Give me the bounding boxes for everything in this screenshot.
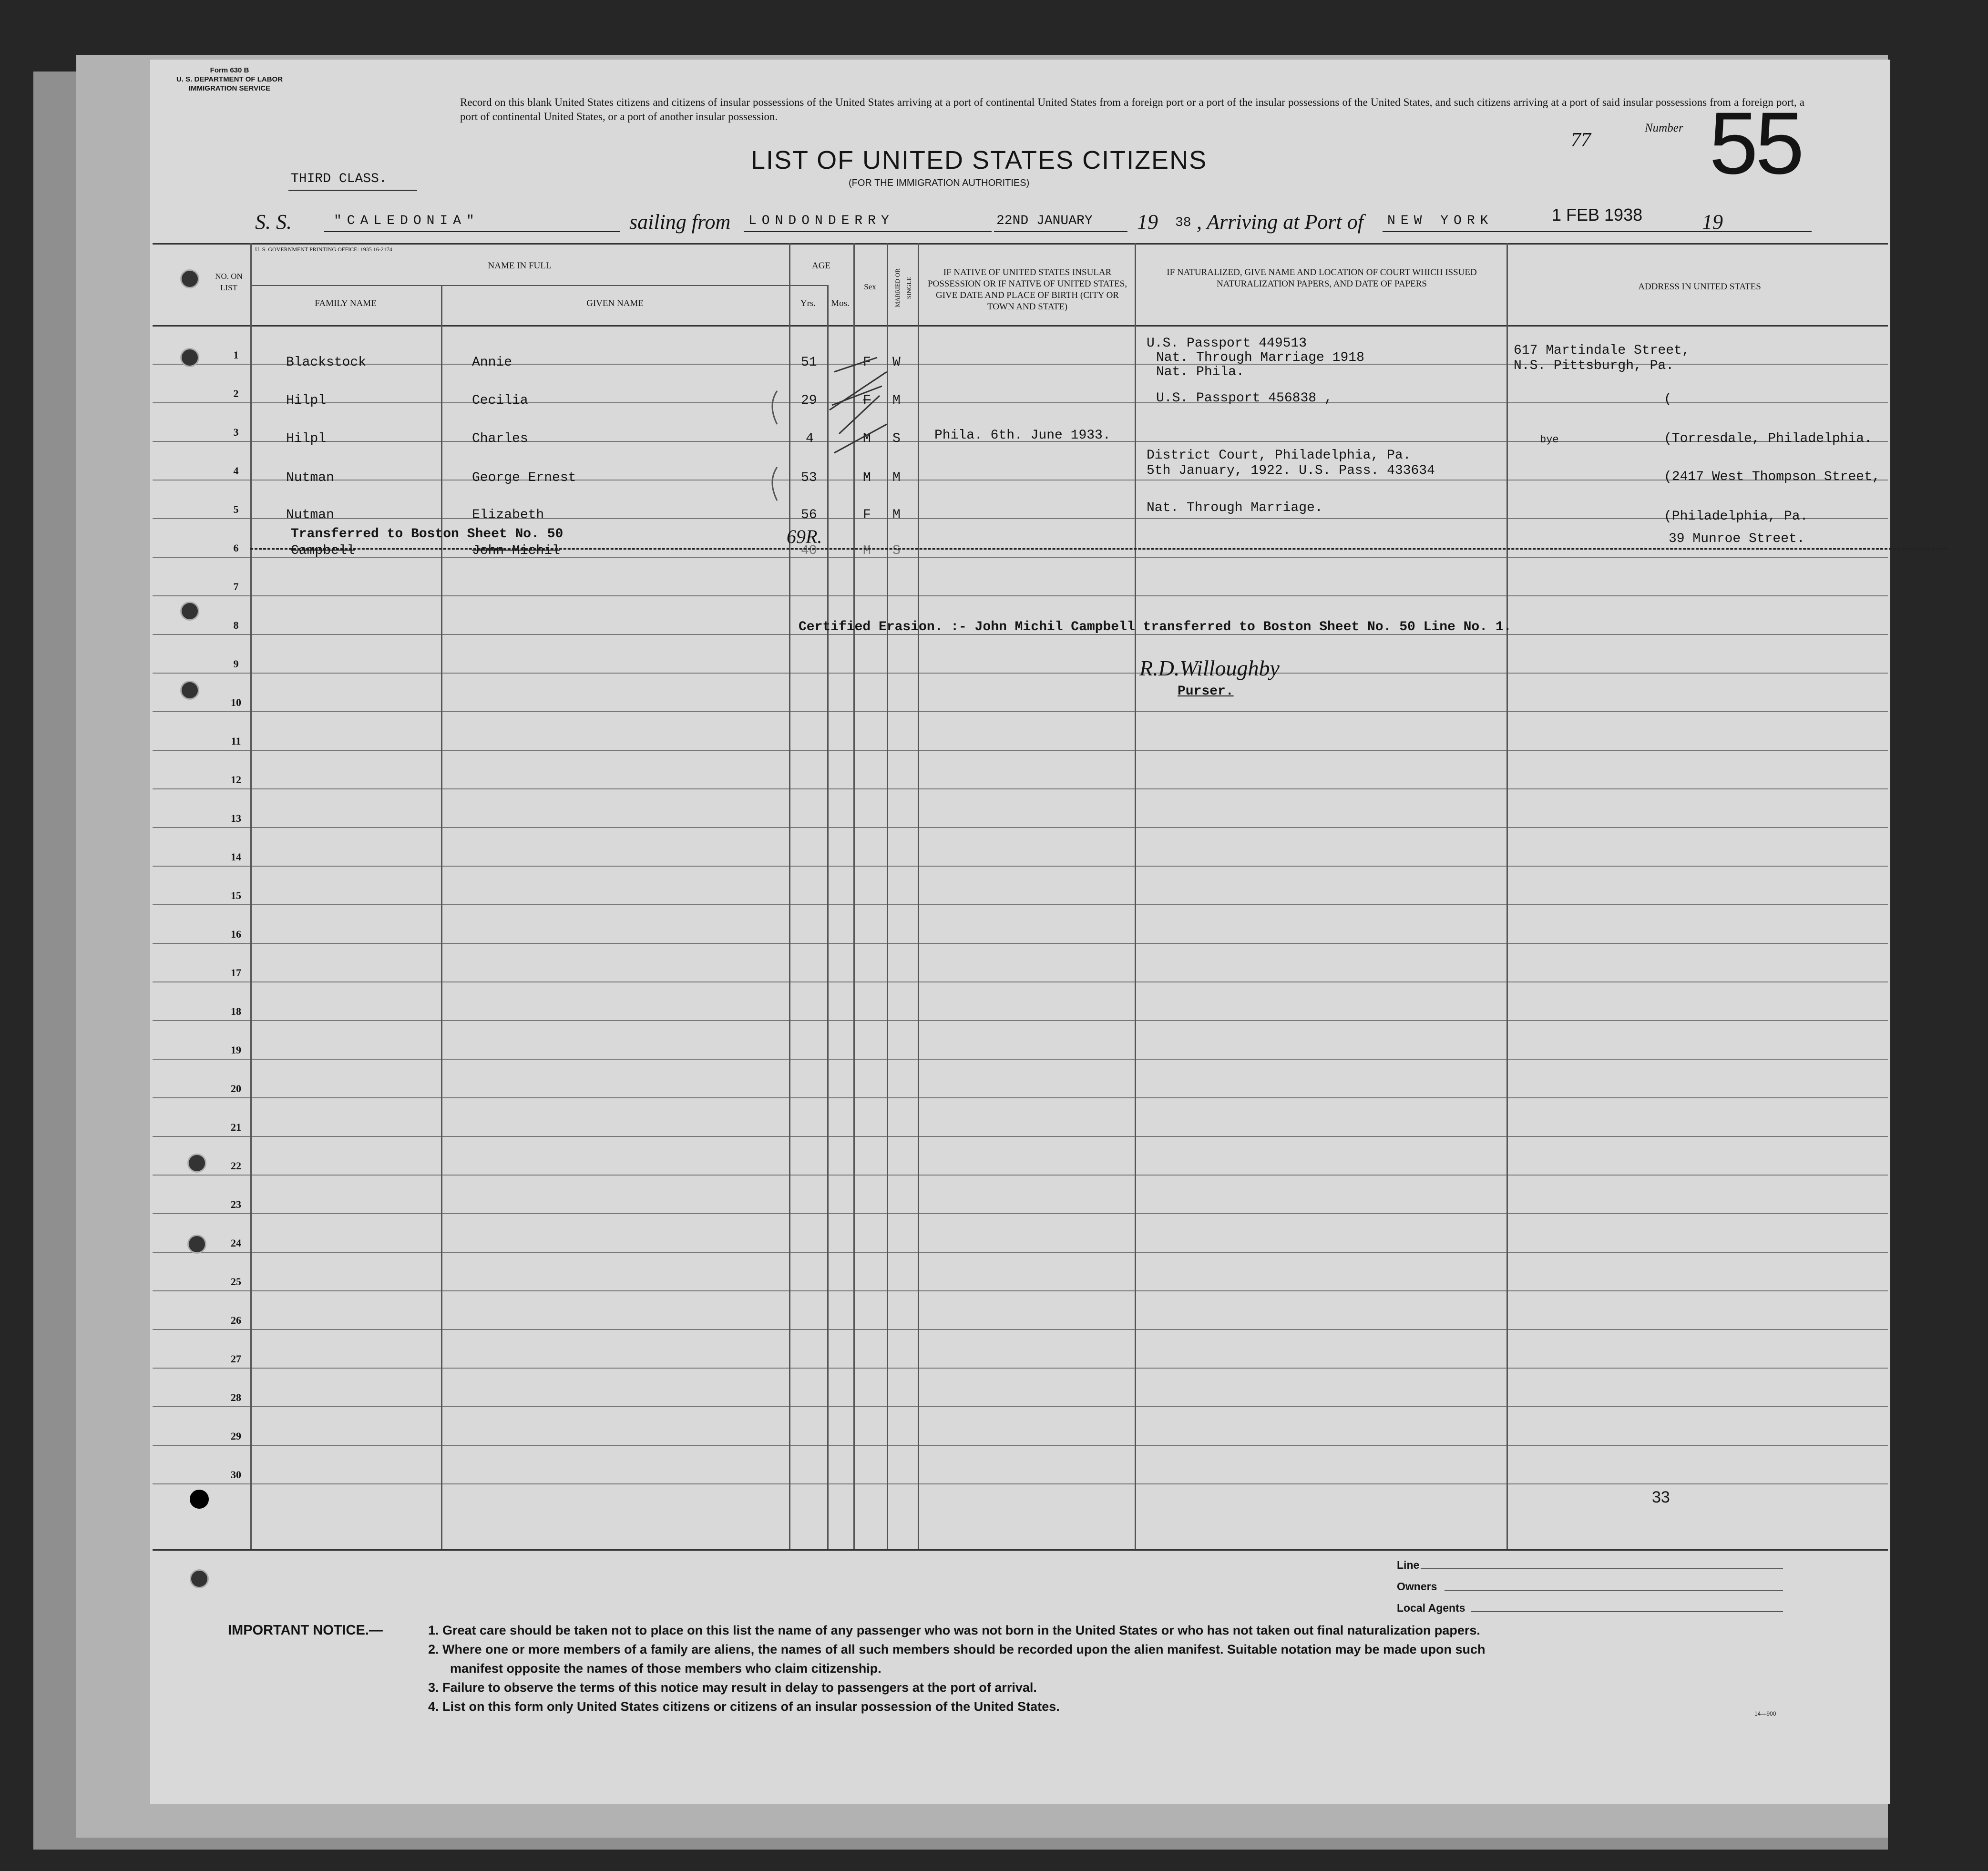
row5-family: Nutman xyxy=(286,508,334,522)
row-rule xyxy=(153,518,1888,519)
purser-title: Purser. xyxy=(1178,684,1234,699)
row-number: 5 xyxy=(233,503,239,515)
row-rule xyxy=(153,1059,1888,1060)
row6-yrs: 40 xyxy=(801,543,817,558)
form-code: 14—900 xyxy=(1754,1710,1776,1717)
row-rule xyxy=(153,557,1888,558)
row-number: 20 xyxy=(231,1083,241,1094)
row2-marital: M xyxy=(892,393,901,408)
punch-hole xyxy=(180,269,199,288)
row6-sex: M xyxy=(863,543,871,558)
row-rule xyxy=(153,711,1888,712)
row-number: 11 xyxy=(231,735,241,747)
row5-given: Elizabeth xyxy=(472,508,544,522)
notice-label: IMPORTANT NOTICE.— xyxy=(228,1623,383,1638)
row-rule xyxy=(153,1290,1888,1291)
class-underline xyxy=(288,190,417,191)
transfer-handwritten: 69R. xyxy=(787,526,822,547)
row1-addr-2: N.S. Pittsburgh, Pa. xyxy=(1514,358,1674,373)
row6-family: Campbell xyxy=(291,543,355,558)
handwritten-77: 77 xyxy=(1571,129,1591,151)
row-number: 15 xyxy=(231,889,241,901)
row4-addr-1: (2417 West Thompson Street, xyxy=(1664,470,1880,484)
row2-family: Hilpl xyxy=(286,393,327,408)
class-label: THIRD CLASS. xyxy=(291,172,387,186)
header-address: ADDRESS IN UNITED STATES xyxy=(1638,282,1761,292)
form-department: U. S. DEPARTMENT OF LABOR xyxy=(176,75,283,83)
row4-given: George Ernest xyxy=(472,470,576,485)
port-from: LONDONDERRY xyxy=(748,214,894,228)
punch-hole xyxy=(190,1569,209,1588)
row-number: 23 xyxy=(231,1198,241,1210)
row3-yrs: 4 xyxy=(806,431,814,446)
sailing-label: sailing from xyxy=(629,210,731,234)
row-rule xyxy=(153,943,1888,944)
year-prefix: 19 xyxy=(1137,210,1158,234)
page-subtitle: (FOR THE IMMIGRATION AUTHORITIES) xyxy=(849,178,1030,188)
year-suffix: 38 xyxy=(1175,215,1191,230)
row-number: 30 xyxy=(231,1469,241,1481)
row-rule xyxy=(153,402,1888,403)
punch-hole xyxy=(187,1154,206,1173)
row1-yrs: 51 xyxy=(801,355,817,370)
row1-marital: W xyxy=(892,355,901,370)
punch-hole xyxy=(180,348,199,367)
line-label: Line xyxy=(1397,1559,1420,1571)
notice-items xyxy=(428,1621,1834,1716)
row6-given: John Michil xyxy=(472,543,560,558)
ship-name: "CALEDONIA" xyxy=(334,214,480,228)
row5-marital: M xyxy=(892,508,901,522)
form-id: Form 630 B xyxy=(210,66,249,74)
row-number: 29 xyxy=(231,1430,241,1442)
local-agents-label: Local Agents xyxy=(1397,1602,1465,1614)
row-number: 25 xyxy=(231,1276,241,1288)
row-rule xyxy=(153,1136,1888,1137)
arriving-label: , Arriving at Port of xyxy=(1197,210,1363,234)
notice-item-3: 3. Failure to observe the terms of this notice may result in delay to passengers at the port of arrival. xyxy=(428,1680,1037,1695)
header-native: IF NATIVE OF UNITED STATES INSULAR POSSESSION OR IF NATIVE OF UNITED STATES, GIVE DATE AND PLACE OF BIRTH (CITY OR TOWN AND STATE) xyxy=(927,267,1127,312)
row-rule xyxy=(153,1406,1888,1407)
row-rule xyxy=(153,904,1888,905)
header-age: AGE xyxy=(811,261,831,271)
record-instructions: Record on this blank United States citizens and citizens of insular possessions of the United States arriving at a port of continental United States from a foreign port or a port of the insular possessions of the United States, and such citizens arriving at a port of said insular possessions from a foreign port, a port of continental United States, or a port of another insular possession. xyxy=(460,96,1804,123)
row2-given: Cecilia xyxy=(472,393,528,408)
row-rule xyxy=(153,1368,1888,1369)
purser-signature: R.D.Willoughby xyxy=(1139,656,1280,680)
row-number: 21 xyxy=(231,1121,241,1133)
row3-given: Charles xyxy=(472,431,528,446)
row-number: 12 xyxy=(231,774,241,786)
row-rule xyxy=(153,788,1888,789)
row-number: 17 xyxy=(231,967,241,979)
row2-yrs: 29 xyxy=(801,393,817,408)
row-number: 4 xyxy=(233,465,239,477)
row3-marital: S xyxy=(892,431,901,446)
header-mos: Mos. xyxy=(831,298,850,308)
row4-marital: M xyxy=(892,470,901,485)
row-number: 2 xyxy=(233,388,239,399)
row-number: 8 xyxy=(233,619,239,631)
header-sex: Sex xyxy=(864,282,876,291)
row-number: 26 xyxy=(231,1314,241,1326)
row-rule xyxy=(153,866,1888,867)
certified-erasion: Certified Erasion. :- John Michil Campbell transferred to Boston Sheet No. 50 Line No. 1. xyxy=(799,620,1512,634)
punch-hole xyxy=(180,681,199,700)
header-family-name: FAMILY NAME xyxy=(315,298,377,308)
row-rule xyxy=(153,1252,1888,1253)
row-number: 27 xyxy=(231,1353,241,1365)
row2-addr-1: ( xyxy=(1664,392,1672,407)
row-rule xyxy=(153,480,1888,481)
transfer-note: Transferred to Boston Sheet No. 50 xyxy=(291,527,564,542)
row-number: 24 xyxy=(231,1237,241,1249)
row5-addr-1: (Philadelphia, Pa. xyxy=(1664,509,1808,524)
sheet-number: 55 xyxy=(1709,94,1802,193)
notice-item-1: 1. Great care should be taken not to place on this list the name of any passenger who was not born in the United States or who has not taken out final naturalization papers. xyxy=(428,1623,1480,1637)
row-rule xyxy=(153,827,1888,828)
row6-addr-1: 39 Munroe Street. xyxy=(1669,532,1805,546)
row3-sex: M xyxy=(863,431,871,446)
row-number: 18 xyxy=(231,1005,241,1017)
row4-sex: M xyxy=(863,470,871,485)
port-to: NEW YORK xyxy=(1387,214,1494,228)
row-number: 19 xyxy=(231,1044,241,1056)
row4-yrs: 53 xyxy=(801,470,817,485)
check-marks xyxy=(820,338,973,491)
notice-item-2: 2. Where one or more members of a family are aliens, the names of all such members should be recorded upon the alien manifest. Suitable notation may be made upon such xyxy=(428,1642,1486,1656)
row-rule xyxy=(153,673,1888,674)
row-number: 9 xyxy=(233,658,239,670)
row5-sex: F xyxy=(863,508,871,522)
row2-nat-1: U.S. Passport 456838 , xyxy=(1156,391,1332,406)
gpo-note: U. S. GOVERNMENT PRINTING OFFICE: 1935 16-2174 xyxy=(255,246,392,253)
row5-yrs: 56 xyxy=(801,508,817,522)
important-notice xyxy=(228,1621,1834,1716)
punch-hole xyxy=(187,1235,206,1254)
row-number: 16 xyxy=(231,928,241,940)
row4-nat-2: 5th January, 1922. U.S. Pass. 433634 xyxy=(1147,463,1435,478)
passenger-table xyxy=(153,243,1888,1549)
row-rule xyxy=(153,1097,1888,1098)
row-number: 1 xyxy=(233,349,239,361)
row-number: 7 xyxy=(233,581,239,593)
row2-sex: F xyxy=(863,393,871,408)
row-number: 28 xyxy=(231,1391,241,1403)
arrival-year-prefix: 19 xyxy=(1702,210,1723,234)
owners-label: Owners xyxy=(1397,1580,1437,1593)
row-number: 13 xyxy=(231,812,241,824)
page-count: 33 xyxy=(1652,1488,1670,1506)
punch-hole xyxy=(180,602,199,621)
row1-nat-3: Nat. Phila. xyxy=(1156,365,1244,379)
row-rule xyxy=(153,1020,1888,1021)
row1-addr-1: 617 Martindale Street, xyxy=(1514,343,1690,358)
form-header xyxy=(176,66,283,93)
row3-family: Hilpl xyxy=(286,431,327,446)
bracket-marks xyxy=(758,386,787,510)
row-number: 3 xyxy=(233,426,239,438)
row-rule xyxy=(153,1329,1888,1330)
row-rule xyxy=(153,1483,1888,1484)
row-number: 14 xyxy=(231,851,241,863)
row6-marital: S xyxy=(892,543,901,558)
notice-item-2b: manifest opposite the names of those members who claim citizenship. xyxy=(450,1661,881,1676)
row-rule xyxy=(153,595,1888,596)
row-rule xyxy=(153,750,1888,751)
row-rule xyxy=(153,1213,1888,1214)
header-married-single: MARRIED OR SINGLE xyxy=(894,268,912,307)
header-name-in-full: NAME IN FULL xyxy=(488,261,552,271)
row4-nat-1: District Court, Philadelphia, Pa. xyxy=(1147,448,1411,463)
row3-addr-1: (Torresdale, Philadelphia. xyxy=(1664,431,1872,446)
row-rule xyxy=(153,1445,1888,1446)
row4-family: Nutman xyxy=(286,470,334,485)
number-label: Number xyxy=(1645,122,1683,134)
row5-nat-1: Nat. Through Marriage. xyxy=(1147,501,1323,515)
arrival-stamp: 1 FEB 1938 xyxy=(1552,205,1643,225)
header-naturalized: IF NATURALIZED, GIVE NAME AND LOCATION OF COURT WHICH ISSUED NATURALIZATION PAPERS, AND DATE OF PAPERS xyxy=(1167,267,1477,289)
row-number: 22 xyxy=(231,1160,241,1172)
row-number: 6 xyxy=(233,542,239,554)
row1-nat-2: Nat. Through Marriage 1918 xyxy=(1156,350,1364,365)
row-rule xyxy=(153,1175,1888,1176)
row1-sex: F xyxy=(863,355,871,370)
header-no-on-list: NO. ON LIST xyxy=(215,272,243,292)
erasure-dashed-line xyxy=(250,548,1947,550)
date-sailed: 22ND JANUARY xyxy=(996,214,1093,228)
row4-nat-note: bye xyxy=(1540,434,1559,446)
row3-birth: Phila. 6th. June 1933. xyxy=(934,428,1111,443)
punch-hole xyxy=(190,1490,209,1509)
ss-label: S. S. xyxy=(255,210,292,234)
row-number: 10 xyxy=(231,696,241,708)
header-given-name: GIVEN NAME xyxy=(586,298,644,308)
row1-nat-1: U.S. Passport 449513 xyxy=(1147,336,1307,351)
form-service: IMMIGRATION SERVICE xyxy=(188,84,271,92)
row1-family: Blackstock xyxy=(286,355,367,370)
row1-given: Annie xyxy=(472,355,512,370)
header-yrs: Yrs. xyxy=(800,298,816,308)
notice-item-4: 4. List on this form only United States citizens or citizens of an insular possession of the United States. xyxy=(428,1699,1060,1714)
page-title: LIST OF UNITED STATES CITIZENS xyxy=(751,146,1208,174)
